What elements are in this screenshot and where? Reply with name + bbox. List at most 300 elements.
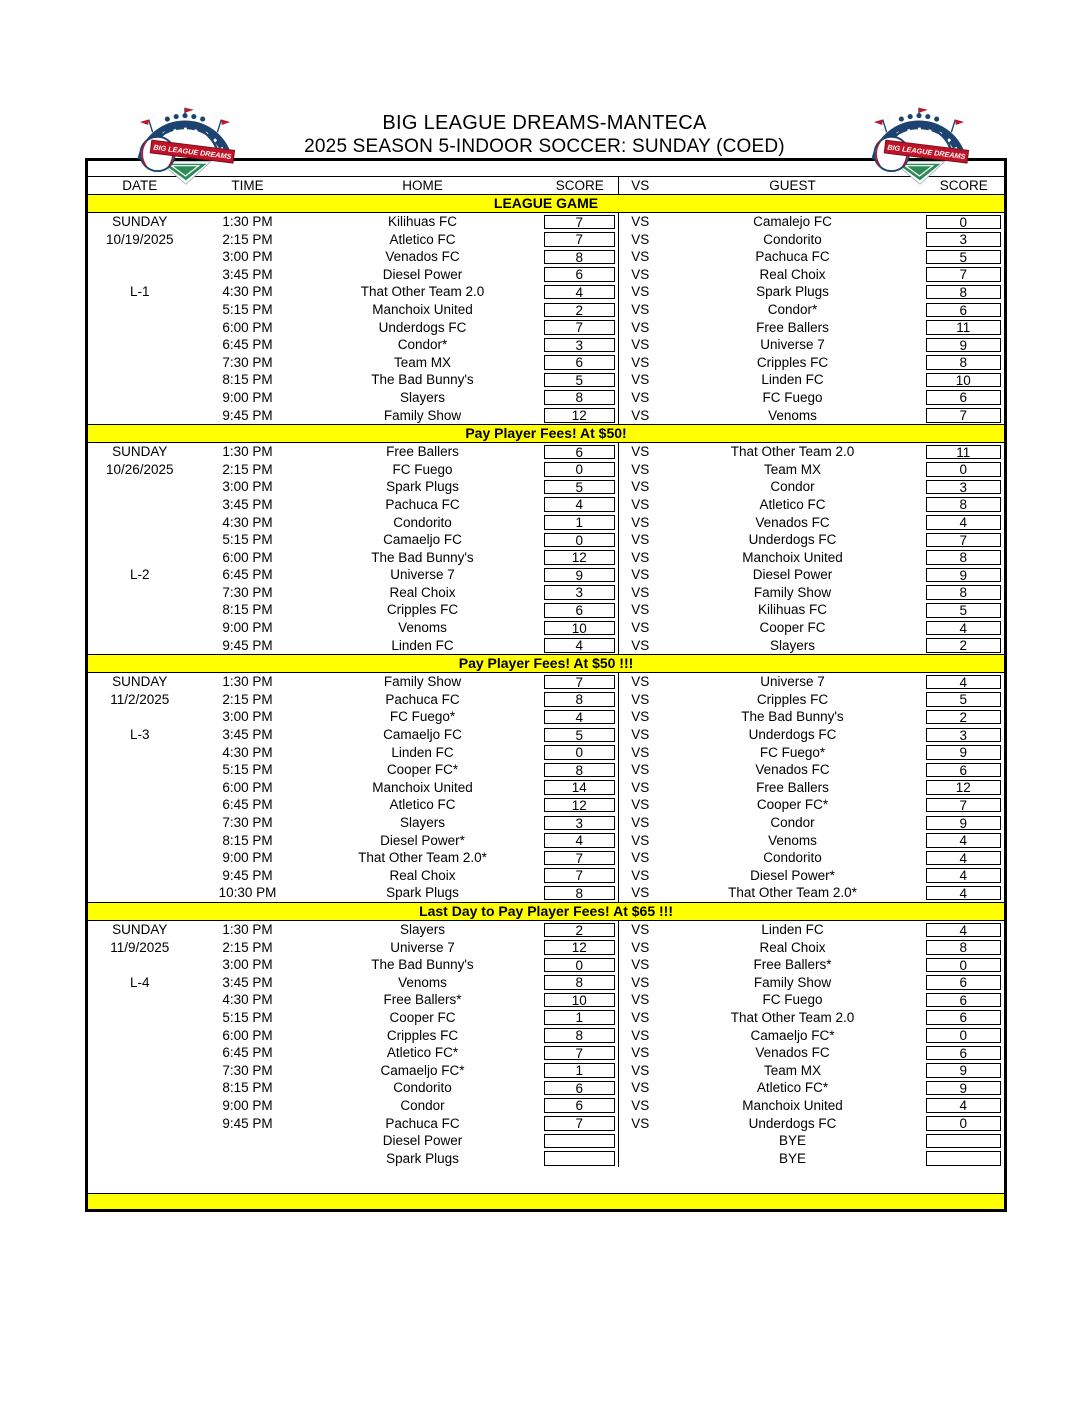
vs-cell: VS xyxy=(631,407,650,423)
game-row xyxy=(87,266,1006,284)
home-score-cell xyxy=(542,443,619,461)
home-score-cell xyxy=(542,779,619,797)
home-team-cell: Atletico FC* xyxy=(386,1045,459,1061)
home-score-box: 6 xyxy=(544,1098,616,1113)
bottom-banner xyxy=(87,1193,1006,1210)
home-score-box: 2 xyxy=(544,303,616,318)
vs-cell: VS xyxy=(631,444,650,460)
game-row xyxy=(87,726,1006,744)
guest-score-box: 11 xyxy=(926,445,1002,460)
guest-team-cell: That Other Team 2.0 xyxy=(730,1009,855,1025)
home-team-cell: Cripples FC xyxy=(386,602,459,618)
week-label-cell: L-2 xyxy=(129,567,150,583)
game-row xyxy=(87,1132,1006,1150)
guest-team-cell: FC Fuego* xyxy=(759,744,826,760)
guest-team-cell: Venoms xyxy=(768,407,817,423)
guest-score-cell xyxy=(924,744,1006,762)
home-score-box: 6 xyxy=(544,445,616,460)
home-score-cell xyxy=(542,407,619,425)
guest-score-box: 4 xyxy=(926,515,1002,530)
game-row xyxy=(87,248,1006,266)
guest-score-box: 7 xyxy=(926,267,1002,282)
time-cell xyxy=(192,1132,304,1150)
guest-team-cell: Slayers xyxy=(769,637,815,653)
game-row xyxy=(87,443,1006,461)
guest-score-box: 7 xyxy=(926,798,1002,813)
time-cell: 1:30 PM xyxy=(222,921,273,937)
home-team-cell: Slayers xyxy=(399,921,445,937)
time-cell xyxy=(192,1150,304,1168)
home-score-box: 1 xyxy=(544,515,616,530)
game-row xyxy=(87,496,1006,514)
time-cell: 3:00 PM xyxy=(222,957,273,973)
fees-banner-2-label: Pay Player Fees! At $50 !!! xyxy=(87,655,1006,673)
home-score-cell xyxy=(542,301,619,319)
vs-cell: VS xyxy=(631,867,650,883)
time-cell: 7:30 PM xyxy=(222,584,273,600)
time-cell: 6:45 PM xyxy=(222,797,273,813)
col-header-guest: GUEST xyxy=(662,177,924,195)
guest-team-cell: Venados FC xyxy=(755,762,830,778)
home-team-cell: Pachuca FC xyxy=(385,691,460,707)
time-cell: 9:45 PM xyxy=(222,1115,273,1131)
home-team-cell: That Other Team 2.0 xyxy=(360,284,485,300)
time-cell: 8:15 PM xyxy=(222,372,273,388)
guest-score-cell xyxy=(924,726,1006,744)
time-cell: 6:45 PM xyxy=(222,567,273,583)
guest-score-box: 4 xyxy=(926,1098,1002,1113)
guest-score-cell xyxy=(924,514,1006,532)
col-header-guest-score: SCORE xyxy=(924,177,1006,195)
game-row xyxy=(87,336,1006,354)
vs-cell: VS xyxy=(631,337,650,353)
home-score-cell xyxy=(542,266,619,284)
time-cell: 7:30 PM xyxy=(222,354,273,370)
home-score-box: 4 xyxy=(544,497,616,512)
vs-cell: VS xyxy=(631,372,650,388)
guest-score-cell xyxy=(924,920,1006,938)
guest-score-box: 3 xyxy=(926,728,1002,743)
guest-team-cell: Cripples FC xyxy=(756,354,829,370)
guest-score-box: 4 xyxy=(926,886,1002,901)
game-row xyxy=(87,884,1006,902)
guest-team-cell: Camaeljo FC* xyxy=(750,1027,835,1043)
guest-score-box: 11 xyxy=(926,320,1002,335)
vs-cell: VS xyxy=(631,532,650,548)
home-score-box: 0 xyxy=(544,745,616,760)
home-score-cell xyxy=(542,478,619,496)
vs-cell: VS xyxy=(631,674,650,690)
guest-score-box: 6 xyxy=(926,303,1002,318)
guest-score-box: 7 xyxy=(926,408,1002,423)
game-row xyxy=(87,832,1006,850)
time-cell: 6:00 PM xyxy=(222,319,273,335)
time-cell: 9:00 PM xyxy=(222,620,273,636)
home-score-cell xyxy=(542,549,619,567)
home-team-cell: Linden FC xyxy=(391,637,454,653)
home-score-cell xyxy=(542,1097,619,1115)
guest-score-cell xyxy=(924,884,1006,902)
vs-cell: VS xyxy=(631,727,650,743)
home-team-cell: Venoms xyxy=(398,620,447,636)
guest-score-box: 10 xyxy=(926,373,1002,388)
vs-cell: VS xyxy=(631,815,650,830)
game-row xyxy=(87,213,1006,231)
home-score-cell xyxy=(542,991,619,1009)
guest-score-cell xyxy=(924,549,1006,567)
guest-score-cell xyxy=(924,1079,1006,1097)
home-team-cell: Cooper FC* xyxy=(386,762,459,778)
home-score-box: 12 xyxy=(544,798,616,813)
home-team-cell: Manchoix United xyxy=(372,301,473,317)
guest-score-cell xyxy=(924,708,1006,726)
game-row xyxy=(87,849,1006,867)
home-score-cell xyxy=(542,371,619,389)
guest-team-cell: Underdogs FC xyxy=(748,727,837,743)
game-row xyxy=(87,231,1006,249)
guest-team-cell: Venados FC xyxy=(755,514,830,530)
vs-cell: VS xyxy=(631,319,650,335)
vs-cell: VS xyxy=(631,779,650,795)
col-header-time: TIME xyxy=(192,177,304,195)
home-score-box: 1 xyxy=(544,1010,616,1025)
week-label-cell: L-4 xyxy=(129,974,150,990)
guest-team-cell: Linden FC xyxy=(761,372,824,388)
guest-score-box: 5 xyxy=(926,692,1002,707)
home-team-cell: Condor* xyxy=(397,337,448,353)
vs-cell: VS xyxy=(631,461,650,477)
guest-team-cell: Universe 7 xyxy=(760,337,825,353)
vs-cell: VS xyxy=(631,584,650,600)
guest-score-cell xyxy=(924,991,1006,1009)
home-team-cell: Diesel Power xyxy=(382,1133,463,1149)
home-team-cell: Manchoix United xyxy=(372,779,473,795)
guest-team-cell: Atletico FC* xyxy=(756,1080,829,1096)
game-row xyxy=(87,389,1006,407)
guest-score-box: 9 xyxy=(926,745,1002,760)
fees-banner-3-label: Last Day to Pay Player Fees! At $65 !!! xyxy=(87,902,1006,920)
guest-team-cell: Family Show xyxy=(753,974,832,990)
guest-score-cell xyxy=(924,691,1006,709)
guest-team-cell: Kilihuas FC xyxy=(757,602,828,618)
bottom-banner-label xyxy=(87,1193,1006,1210)
home-team-cell: FC Fuego* xyxy=(389,709,456,725)
vs-cell: VS xyxy=(631,992,650,1008)
guest-score-box: 6 xyxy=(926,763,1002,778)
home-score-cell xyxy=(542,1027,619,1045)
page-subtitle: 2025 SEASON 5-INDOOR SOCCER: SUNDAY (COED) xyxy=(304,136,785,157)
home-score-box: 8 xyxy=(544,390,616,405)
time-cell: 2:15 PM xyxy=(222,939,273,955)
time-cell: 3:45 PM xyxy=(222,727,273,743)
date-cell xyxy=(87,1009,192,1027)
home-score-box: 4 xyxy=(544,710,616,725)
guest-score-cell xyxy=(924,832,1006,850)
home-score-cell xyxy=(542,248,619,266)
time-cell: 4:30 PM xyxy=(222,514,273,530)
home-score-box: 6 xyxy=(544,1081,616,1096)
home-score-cell xyxy=(542,1115,619,1133)
home-score-box: 14 xyxy=(544,780,616,795)
home-score-cell xyxy=(542,849,619,867)
guest-score-cell xyxy=(924,319,1006,337)
league-game-banner-label: LEAGUE GAME xyxy=(87,195,1006,213)
home-score-cell xyxy=(542,1150,619,1168)
home-team-cell: Spark Plugs xyxy=(386,1150,459,1166)
date-cell xyxy=(87,584,192,602)
home-team-cell: Condorito xyxy=(393,1080,452,1096)
guest-team-cell: Team MX xyxy=(763,1062,821,1078)
home-score-cell xyxy=(542,1132,619,1150)
game-row xyxy=(87,939,1006,957)
home-score-box: 3 xyxy=(544,338,616,353)
time-cell: 4:30 PM xyxy=(222,744,273,760)
guest-team-cell: Condorito xyxy=(763,231,822,247)
guest-team-cell: Universe 7 xyxy=(760,674,825,690)
home-team-cell: Linden FC xyxy=(391,744,454,760)
time-cell: 4:30 PM xyxy=(222,992,273,1008)
guest-score-box xyxy=(926,1151,1002,1166)
date-cell xyxy=(87,1150,192,1168)
vs-cell: VS xyxy=(631,1045,650,1061)
guest-score-cell xyxy=(924,584,1006,602)
home-score-box: 3 xyxy=(544,585,616,600)
date-cell xyxy=(87,478,192,496)
guest-score-cell xyxy=(924,371,1006,389)
guest-team-cell: Team MX xyxy=(763,461,821,477)
guest-score-cell xyxy=(924,213,1006,231)
time-cell: 9:45 PM xyxy=(222,637,273,653)
home-score-cell xyxy=(542,1009,619,1027)
home-team-cell: Underdogs FC xyxy=(378,319,467,335)
home-score-box: 4 xyxy=(544,638,616,653)
guest-score-cell xyxy=(924,336,1006,354)
guest-score-box: 12 xyxy=(926,780,1002,795)
date-cell xyxy=(87,601,192,619)
guest-score-box: 9 xyxy=(926,1081,1002,1096)
date-cell xyxy=(87,1097,192,1115)
vs-cell: VS xyxy=(631,284,650,300)
home-score-cell xyxy=(542,691,619,709)
time-cell: 1:30 PM xyxy=(222,444,273,460)
guest-score-box: 4 xyxy=(926,923,1002,938)
game-row xyxy=(87,283,1006,301)
home-team-cell: Slayers xyxy=(399,815,445,830)
home-team-cell: Universe 7 xyxy=(390,567,455,583)
date-cell xyxy=(87,744,192,762)
fees-banner-1 xyxy=(87,425,1006,443)
game-row xyxy=(87,814,1006,832)
vs-cell: VS xyxy=(631,1062,650,1078)
home-score-box: 10 xyxy=(544,993,616,1008)
game-row xyxy=(87,991,1006,1009)
guest-score-cell xyxy=(924,531,1006,549)
home-score-cell xyxy=(542,974,619,992)
home-score-cell xyxy=(542,319,619,337)
home-score-box: 0 xyxy=(544,533,616,548)
guest-team-cell: Atletico FC xyxy=(759,496,826,512)
time-cell: 3:45 PM xyxy=(222,974,273,990)
league-game-banner xyxy=(87,195,1006,213)
home-score-box: 7 xyxy=(544,675,616,690)
home-score-box: 6 xyxy=(544,603,616,618)
home-team-cell: Atletico FC xyxy=(389,231,456,247)
guest-score-box: 9 xyxy=(926,568,1002,583)
guest-team-cell: Underdogs FC xyxy=(748,532,837,548)
time-cell: 9:00 PM xyxy=(222,850,273,866)
day-cell: SUNDAY xyxy=(112,921,168,937)
home-score-box: 7 xyxy=(544,868,616,883)
game-row xyxy=(87,549,1006,567)
date-cell: 11/9/2025 xyxy=(110,939,170,955)
date-cell xyxy=(87,389,192,407)
logo-banner-text: BIG LEAGUE DREAMS xyxy=(886,142,966,162)
game-row xyxy=(87,708,1006,726)
vs-cell: VS xyxy=(631,389,650,405)
time-cell: 3:00 PM xyxy=(222,479,273,495)
time-cell: 7:30 PM xyxy=(222,1062,273,1078)
vs-cell: VS xyxy=(631,301,650,317)
home-score-cell xyxy=(542,708,619,726)
guest-score-cell xyxy=(924,231,1006,249)
game-row xyxy=(87,1079,1006,1097)
home-team-cell: Team MX xyxy=(393,354,451,370)
page-title: BIG LEAGUE DREAMS-MANTECA xyxy=(382,112,707,134)
home-score-cell xyxy=(542,283,619,301)
guest-team-cell: Spark Plugs xyxy=(756,284,829,300)
home-score-box: 7 xyxy=(544,1116,616,1131)
game-row xyxy=(87,673,1006,691)
home-score-box: 6 xyxy=(544,267,616,282)
date-cell xyxy=(87,619,192,637)
guest-team-cell: Real Choix xyxy=(759,939,826,955)
guest-score-cell xyxy=(924,956,1006,974)
guest-score-box: 6 xyxy=(926,1010,1002,1025)
guest-score-cell xyxy=(924,301,1006,319)
home-score-box: 12 xyxy=(544,550,616,565)
vs-cell xyxy=(619,1132,662,1150)
home-score-cell xyxy=(542,566,619,584)
guest-team-cell: Real Choix xyxy=(759,266,826,282)
time-cell: 2:15 PM xyxy=(222,461,273,477)
vs-cell: VS xyxy=(631,1097,650,1113)
home-score-cell xyxy=(542,867,619,885)
date-cell xyxy=(87,407,192,425)
guest-score-box: 5 xyxy=(926,250,1002,265)
home-score-cell xyxy=(542,601,619,619)
guest-score-box: 2 xyxy=(926,710,1002,725)
vs-cell: VS xyxy=(631,939,650,955)
home-score-box: 7 xyxy=(544,232,616,247)
home-score-cell xyxy=(542,884,619,902)
guest-team-cell: Manchoix United xyxy=(742,1097,843,1113)
guest-score-cell xyxy=(924,761,1006,779)
guest-score-box: 2 xyxy=(926,638,1002,653)
game-row xyxy=(87,1044,1006,1062)
date-cell: 11/2/2025 xyxy=(110,691,170,707)
game-row xyxy=(87,1115,1006,1133)
home-score-box: 5 xyxy=(544,373,616,388)
guest-team-cell: BYE xyxy=(778,1150,806,1166)
date-cell xyxy=(87,1044,192,1062)
date-cell xyxy=(87,496,192,514)
guest-score-box: 8 xyxy=(926,585,1002,600)
guest-score-cell xyxy=(924,566,1006,584)
home-team-cell: Pachuca FC xyxy=(385,1115,460,1131)
vs-cell: VS xyxy=(631,567,650,583)
time-cell: 2:15 PM xyxy=(222,691,273,707)
time-cell: 5:15 PM xyxy=(222,532,273,548)
vs-cell: VS xyxy=(631,249,650,265)
guest-team-cell: Venados FC xyxy=(755,1045,830,1061)
guest-score-box: 4 xyxy=(926,621,1002,636)
schedule-body xyxy=(87,160,1006,1211)
guest-team-cell: That Other Team 2.0 xyxy=(730,444,855,460)
home-score-box: 12 xyxy=(544,940,616,955)
guest-score-box: 0 xyxy=(926,958,1002,973)
col-header-home-score: SCORE xyxy=(542,177,619,195)
vs-cell: VS xyxy=(631,691,650,707)
home-score-cell xyxy=(542,389,619,407)
vs-cell: VS xyxy=(631,744,650,760)
logo-banner-text: BIG LEAGUE DREAMS xyxy=(152,142,232,162)
col-header-home: HOME xyxy=(304,177,542,195)
game-row xyxy=(87,301,1006,319)
game-row xyxy=(87,956,1006,974)
home-score-box: 5 xyxy=(544,480,616,495)
vs-cell: VS xyxy=(631,602,650,618)
guest-team-cell: FC Fuego xyxy=(762,389,823,405)
guest-score-cell xyxy=(924,1115,1006,1133)
time-cell: 1:30 PM xyxy=(222,214,273,229)
home-team-cell: Spark Plugs xyxy=(386,885,459,901)
game-row xyxy=(87,974,1006,992)
vs-cell: VS xyxy=(631,709,650,725)
guest-team-cell: Cooper FC xyxy=(759,620,826,636)
home-score-cell xyxy=(542,956,619,974)
guest-score-box: 9 xyxy=(926,816,1002,831)
big-league-dreams-logo-right xyxy=(868,106,970,190)
date-cell xyxy=(87,1115,192,1133)
guest-score-box: 8 xyxy=(926,550,1002,565)
guest-score-cell xyxy=(924,248,1006,266)
home-score-box: 7 xyxy=(544,215,616,230)
home-team-cell: Diesel Power* xyxy=(380,832,465,848)
guest-score-box: 5 xyxy=(926,603,1002,618)
home-score-box: 7 xyxy=(544,1046,616,1061)
guest-score-cell xyxy=(924,266,1006,284)
guest-team-cell: FC Fuego xyxy=(762,992,823,1008)
guest-score-cell xyxy=(924,354,1006,372)
home-score-box: 2 xyxy=(544,923,616,938)
home-score-cell xyxy=(542,336,619,354)
game-row xyxy=(87,744,1006,762)
day-cell: SUNDAY xyxy=(112,674,168,690)
home-team-cell: The Bad Bunny's xyxy=(371,372,474,388)
home-score-box: 8 xyxy=(544,763,616,778)
guest-score-cell xyxy=(924,779,1006,797)
home-team-cell: The Bad Bunny's xyxy=(371,957,474,973)
vs-cell: VS xyxy=(631,957,650,973)
time-cell: 4:30 PM xyxy=(222,284,273,300)
fees-banner-1-label: Pay Player Fees! At $50! xyxy=(87,425,1006,443)
home-score-box: 4 xyxy=(544,285,616,300)
date-cell xyxy=(87,1062,192,1080)
home-score-box: 9 xyxy=(544,568,616,583)
schedule-table xyxy=(85,158,1007,1212)
big-league-dreams-logo-left xyxy=(134,106,236,190)
guest-team-cell: Free Ballers* xyxy=(753,957,832,973)
